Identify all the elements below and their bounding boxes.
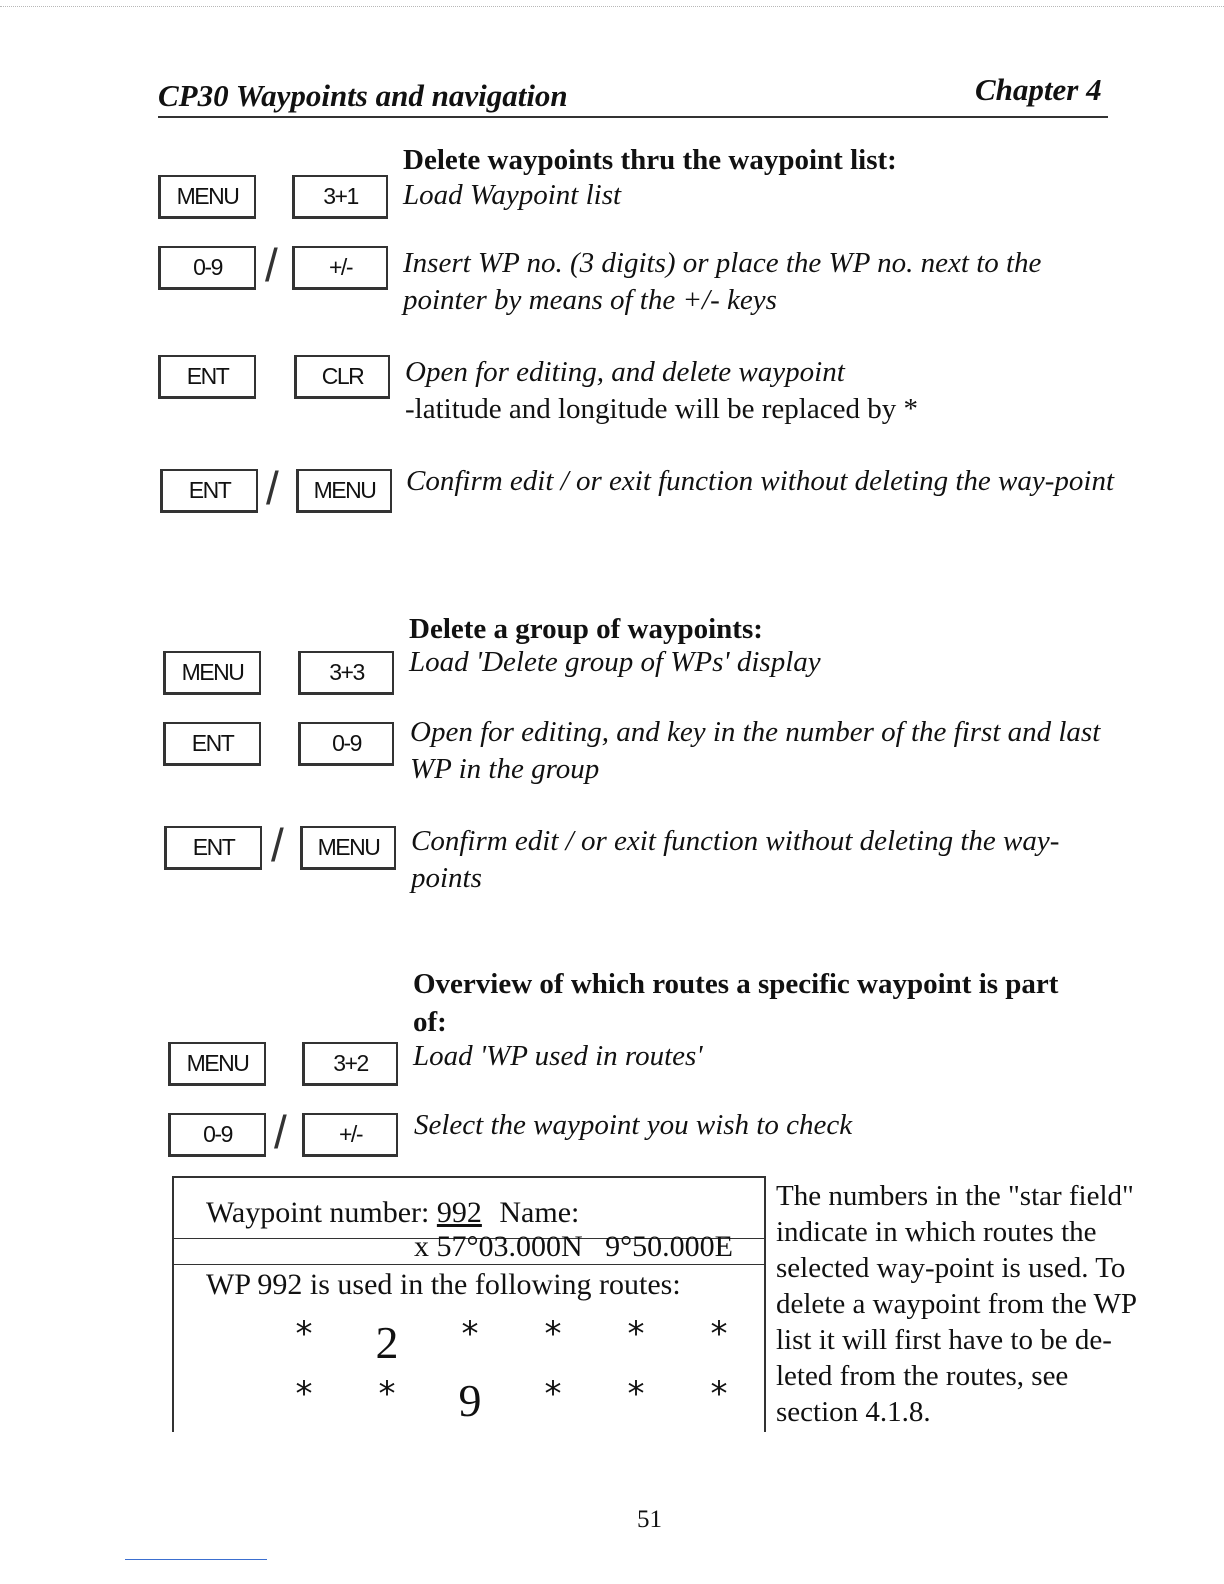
key-clr: CLR xyxy=(294,355,390,399)
step-description: Load 'WP used in routes' xyxy=(413,1040,703,1072)
key-separator-slash: / xyxy=(266,462,279,514)
section-heading-routes-overview: Overview of which routes a specific waypoint is part of: xyxy=(413,968,1059,1038)
step-description: Confirm edit / or exit function without deleting the way-points xyxy=(411,825,1060,894)
star-field-cell: * xyxy=(378,1374,396,1414)
key-ent: ENT xyxy=(160,469,258,513)
step-description: Insert WP no. (3 digits) or place the WP no. next to the pointer by means of the +/- keys xyxy=(403,247,1042,316)
key-3-plus-2: 3+2 xyxy=(302,1042,398,1086)
section-heading-delete-group: Delete a group of waypoints: xyxy=(409,613,763,645)
step-note: -latitude and longitude will be replaced by * xyxy=(405,393,918,425)
page-number: 51 xyxy=(637,1506,662,1533)
star-field-route-number: 2 xyxy=(375,1317,399,1368)
step-description: Load 'Delete group of WPs' display xyxy=(409,646,821,678)
key-ent: ENT xyxy=(163,722,261,766)
waypoint-position: x 57°03.000N 9°50.000E xyxy=(414,1230,733,1263)
running-header-chapter: Chapter 4 xyxy=(975,72,1102,107)
key-menu: MENU xyxy=(158,175,256,219)
star-field-cell: * xyxy=(627,1374,645,1414)
step-description: Confirm edit / or exit function without deleting the way-point xyxy=(406,465,1115,497)
star-field-cell: * xyxy=(627,1314,645,1354)
key-3-plus-1: 3+1 xyxy=(292,175,388,219)
header-rule xyxy=(158,116,1108,118)
key-digits: 0-9 xyxy=(298,722,394,766)
step-description: Load Waypoint list xyxy=(403,179,622,211)
key-menu: MENU xyxy=(300,826,396,870)
key-digits: 0-9 xyxy=(168,1113,266,1157)
scan-top-edge xyxy=(0,6,1224,7)
star-field-cell: * xyxy=(461,1314,479,1354)
waypoint-number-row xyxy=(206,1196,579,1230)
key-menu: MENU xyxy=(163,651,261,695)
key-menu: MENU xyxy=(296,469,392,513)
star-field-cell: * xyxy=(295,1314,313,1354)
waypoint-number-label: Waypoint number: xyxy=(206,1196,430,1229)
key-menu: MENU xyxy=(168,1042,266,1086)
key-3-plus-3: 3+3 xyxy=(298,651,394,695)
key-ent: ENT xyxy=(158,355,256,399)
step-description: Open for editing, and delete waypoint -latitude and longitude will be replaced by * xyxy=(405,354,1115,428)
step-description: Select the waypoint you wish to check xyxy=(414,1109,853,1141)
key-separator-slash: / xyxy=(265,239,278,291)
star-field-cell: * xyxy=(544,1374,562,1414)
key-plus-minus: +/- xyxy=(292,246,388,290)
star-field-cell: * xyxy=(295,1374,313,1414)
section-heading-delete-waypoints: Delete waypoints thru the waypoint list: xyxy=(403,144,897,176)
star-field-route-number: 9 xyxy=(458,1375,482,1426)
side-note: The numbers in the "star field" indicate in which routes the selected way-point is used. To delete a waypoint from the WP list it will first have to be de-leted from the routes, see section 4.1.8. xyxy=(776,1180,1136,1428)
key-ent: ENT xyxy=(164,826,262,870)
step-description: Open for editing, and key in the number of the first and last WP in the group xyxy=(410,716,1101,785)
running-header-title: CP30 Waypoints and navigation xyxy=(158,78,568,113)
routes-line: WP 992 is used in the following routes: xyxy=(206,1268,681,1301)
waypoint-number-value: 992 xyxy=(436,1196,482,1229)
star-field-cell: * xyxy=(710,1374,728,1414)
key-digits: 0-9 xyxy=(158,246,256,290)
key-plus-minus: +/- xyxy=(302,1113,398,1157)
waypoint-routes-display xyxy=(172,1176,766,1432)
display-rule xyxy=(174,1264,764,1265)
waypoint-name-label: Name: xyxy=(499,1196,580,1229)
key-separator-slash: / xyxy=(274,1106,287,1158)
key-separator-slash: / xyxy=(271,819,284,871)
star-field-cell: * xyxy=(544,1314,562,1354)
footer-rule xyxy=(125,1559,267,1560)
star-field-cell: * xyxy=(710,1314,728,1354)
